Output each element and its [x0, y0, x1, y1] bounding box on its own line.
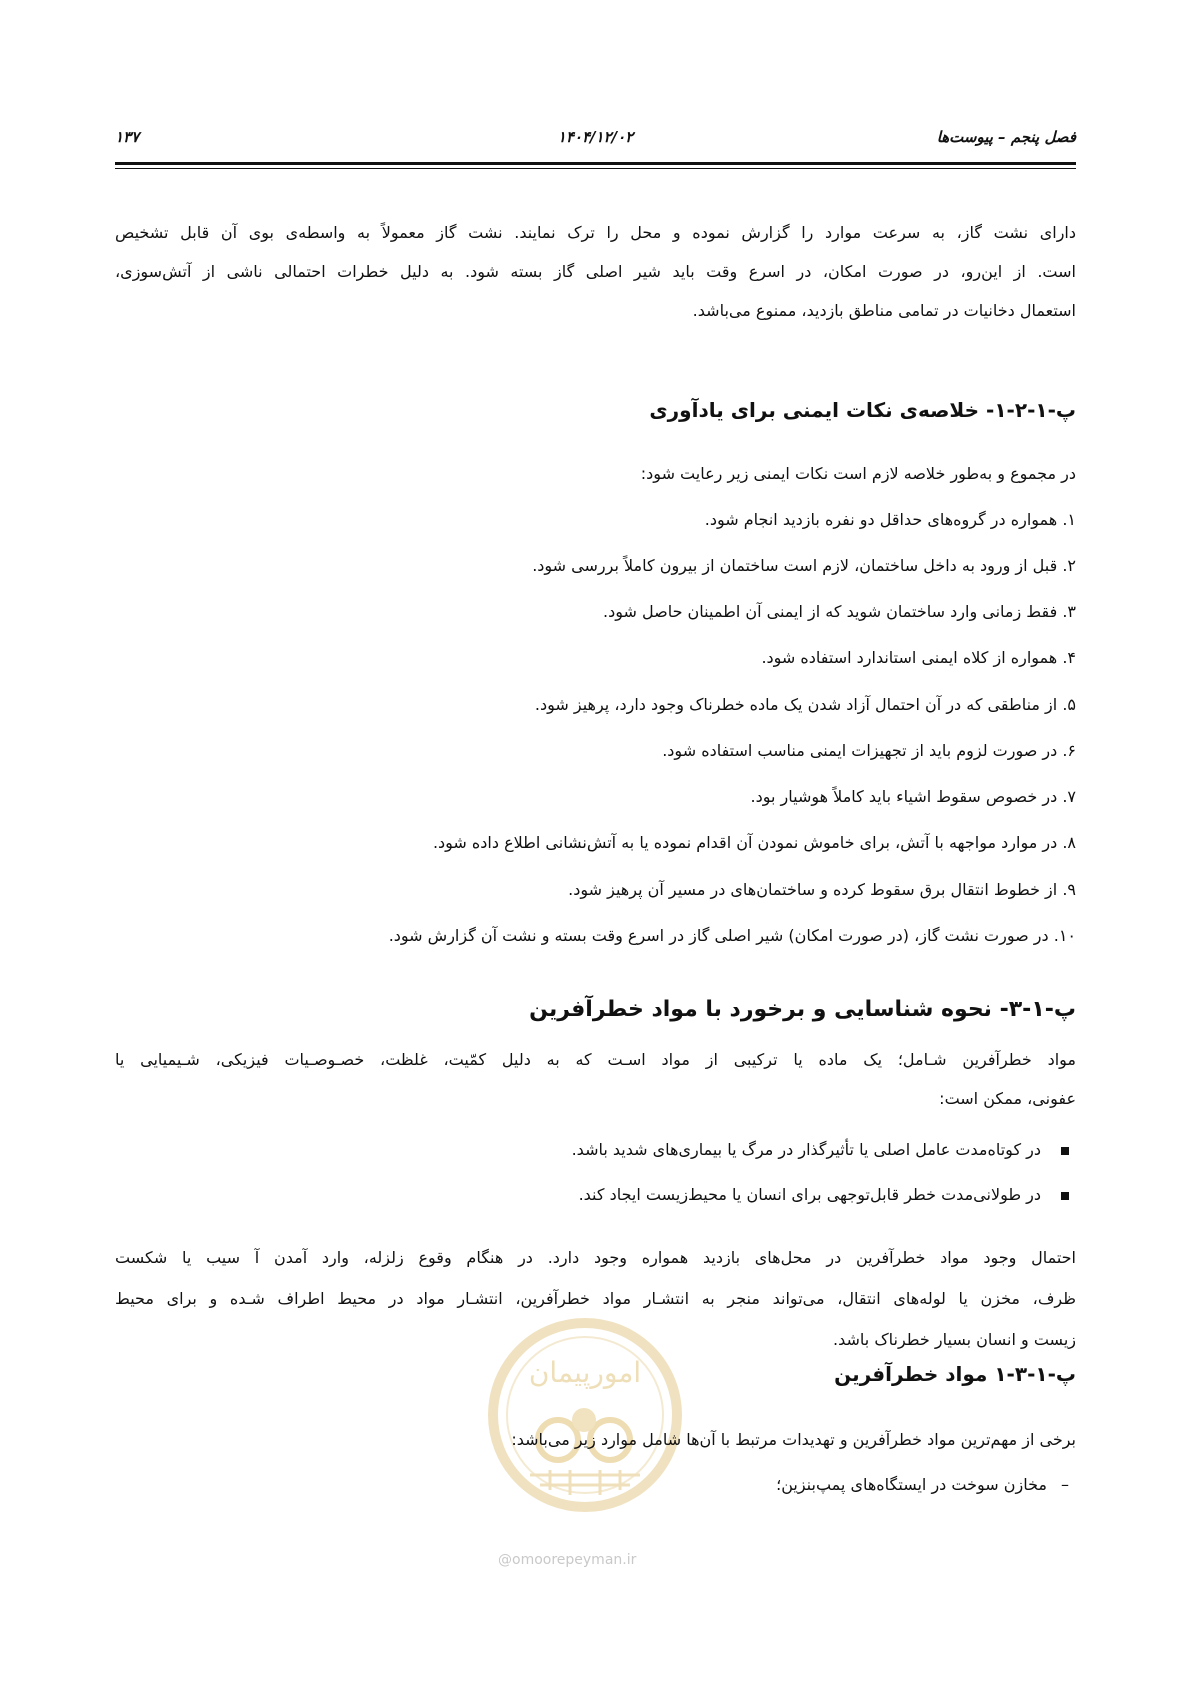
hazard-line-3: زیست و انسان بسیار خطرناک باشد. [833, 1330, 1076, 1349]
safety-item-4: ۴. همواره از کلاه ایمنی استاندارد استفاده شود. [761, 648, 1076, 667]
watermark-logo-icon [470, 1290, 700, 1550]
dash-item-text: مخازن سوخت در ایستگاه‌های پمپ‌بنزین؛ [776, 1475, 1047, 1494]
bullet-item-1 [572, 1140, 1069, 1159]
safety-item-8: ۸. در موارد مواجهه با آتش، برای خاموش نمودن آن اقدام نموده یا به آتش‌نشانی اطلاع داده شود. [432, 833, 1076, 852]
subsection-heading-hazardous-materials: پ-۱-۳-۱ مواد خطرآفرین [834, 1362, 1076, 1386]
bullet-text: در کوتاه‌مدت عامل اصلی یا تأثیرگذار در مرگ یا بیماری‌های شدید باشد. [571, 1140, 1041, 1159]
hazard-line-2: ظرف، مخزن یا لوله‌های انتقال، می‌تواند منجر به انتشـار مواد خطرآفرین، انتشـار مواد در محیط اطراف شـده و برای محیط [115, 1289, 1076, 1308]
section-heading-safety-summary: پ-۱-۲-۱- خلاصه‌ی نکات ایمنی برای یادآوری [649, 398, 1076, 422]
safety-item-2: ۲. قبل از ورود به داخل ساختمان، لازم است ساختمان از بیرون کاملاً بررسی شود. [532, 556, 1076, 575]
safety-item-1: ۱. همواره در گروه‌های حداقل دو نفره بازدید انجام شود. [704, 510, 1076, 529]
subsection-lead: برخی از مهم‌ترین مواد خطرآفرین و تهدیدات مرتبط با آن‌ها شامل موارد زیر می‌باشد: [511, 1430, 1076, 1449]
square-bullet-icon [1061, 1192, 1069, 1200]
bullet-text: در طولانی‌مدت خطر قابل‌توجهی برای انسان یا محیط‌زیست ایجاد کند. [578, 1185, 1041, 1204]
watermark-logo-script: امورپیمان [528, 1356, 642, 1389]
dash-item-1 [776, 1475, 1069, 1494]
intro-line-2: است. از این‌رو، در صورت امکان، در اسرع وقت باید شیر اصلی گاز بسته شود. به دلیل خطرات احتمالی ناشی از آتش‌سوزی، [115, 262, 1076, 281]
safety-item-7: ۷. در خصوص سقوط اشیاء باید کاملاً هوشیار بود. [750, 787, 1076, 806]
section-heading-hazardous-materials: پ-۱-۳- نحوه شناسایی و برخورد با مواد خطرآفرین [529, 997, 1076, 1022]
safety-item-10: ۱۰. در صورت نشت گاز، (در صورت امکان) شیر اصلی گاز در اسرع وقت بسته و نشت آن گزارش شود. [388, 926, 1076, 945]
safety-item-5: ۵. از مناطقی که در آن احتمال آزاد شدن یک ماده خطرناک وجود دارد، پرهیز شود. [534, 695, 1076, 714]
bullet-item-2 [579, 1185, 1069, 1204]
safety-lead: در مجموع و به‌طور خلاصه لازم است نکات ایمنی زیر رعایت شود: [640, 464, 1076, 483]
hazard-line-1: احتمال وجود مواد خطرآفرین در محل‌های بازدید همواره وجود دارد. در هنگام وقوع زلزله، وارد آمدن آ سیب یا شکست [115, 1248, 1076, 1267]
safety-item-6: ۶. در صورت لزوم باید از تجهیزات ایمنی مناسب استفاده شود. [662, 741, 1076, 760]
page-number: ۱۳۷ [115, 128, 140, 146]
dash-bullet-icon: – [1061, 1475, 1069, 1494]
page-header [115, 128, 1076, 154]
intro-line-3: استعمال دخانیات در تمامی مناطق بازدید، ممنوع می‌باشد. [692, 301, 1076, 320]
definition-line-2: عفونی، ممکن است: [939, 1089, 1076, 1108]
header-rule-thin [115, 168, 1076, 169]
intro-paragraph [115, 213, 1076, 330]
definition-paragraph [115, 1040, 1076, 1118]
header-rule-thick [115, 162, 1076, 165]
intro-line-1: دارای نشت گاز، به سرعت موارد را گزارش نموده و محل را ترک نمایند. نشت گاز معمولاً به واسطه‌ی بوی آن قابل تشخیص [115, 223, 1076, 242]
safety-item-3: ۳. فقط زمانی وارد ساختمان شوید که از ایمنی آن اطمینان حاصل شود. [603, 602, 1076, 621]
chapter-title: فصل پنجم – پیوست‌ها [936, 128, 1076, 146]
definition-line-1: مواد خطرآفرین شـامل؛ یک ماده یا ترکیبی از مواد اسـت که به دلیل کمّیت، غلظت، خصـوصـیات فیزیکی، شـیمیایی یا [115, 1050, 1076, 1069]
safety-item-9: ۹. از خطوط انتقال برق سقوط کرده و ساختمان‌های در مسیر آن پرهیز شود. [568, 880, 1076, 899]
header-date: ۱۴۰۴/۱۲/۰۲ [557, 128, 634, 146]
square-bullet-icon [1061, 1147, 1069, 1155]
watermark-text: @omoorepeyman.ir [498, 1552, 637, 1568]
